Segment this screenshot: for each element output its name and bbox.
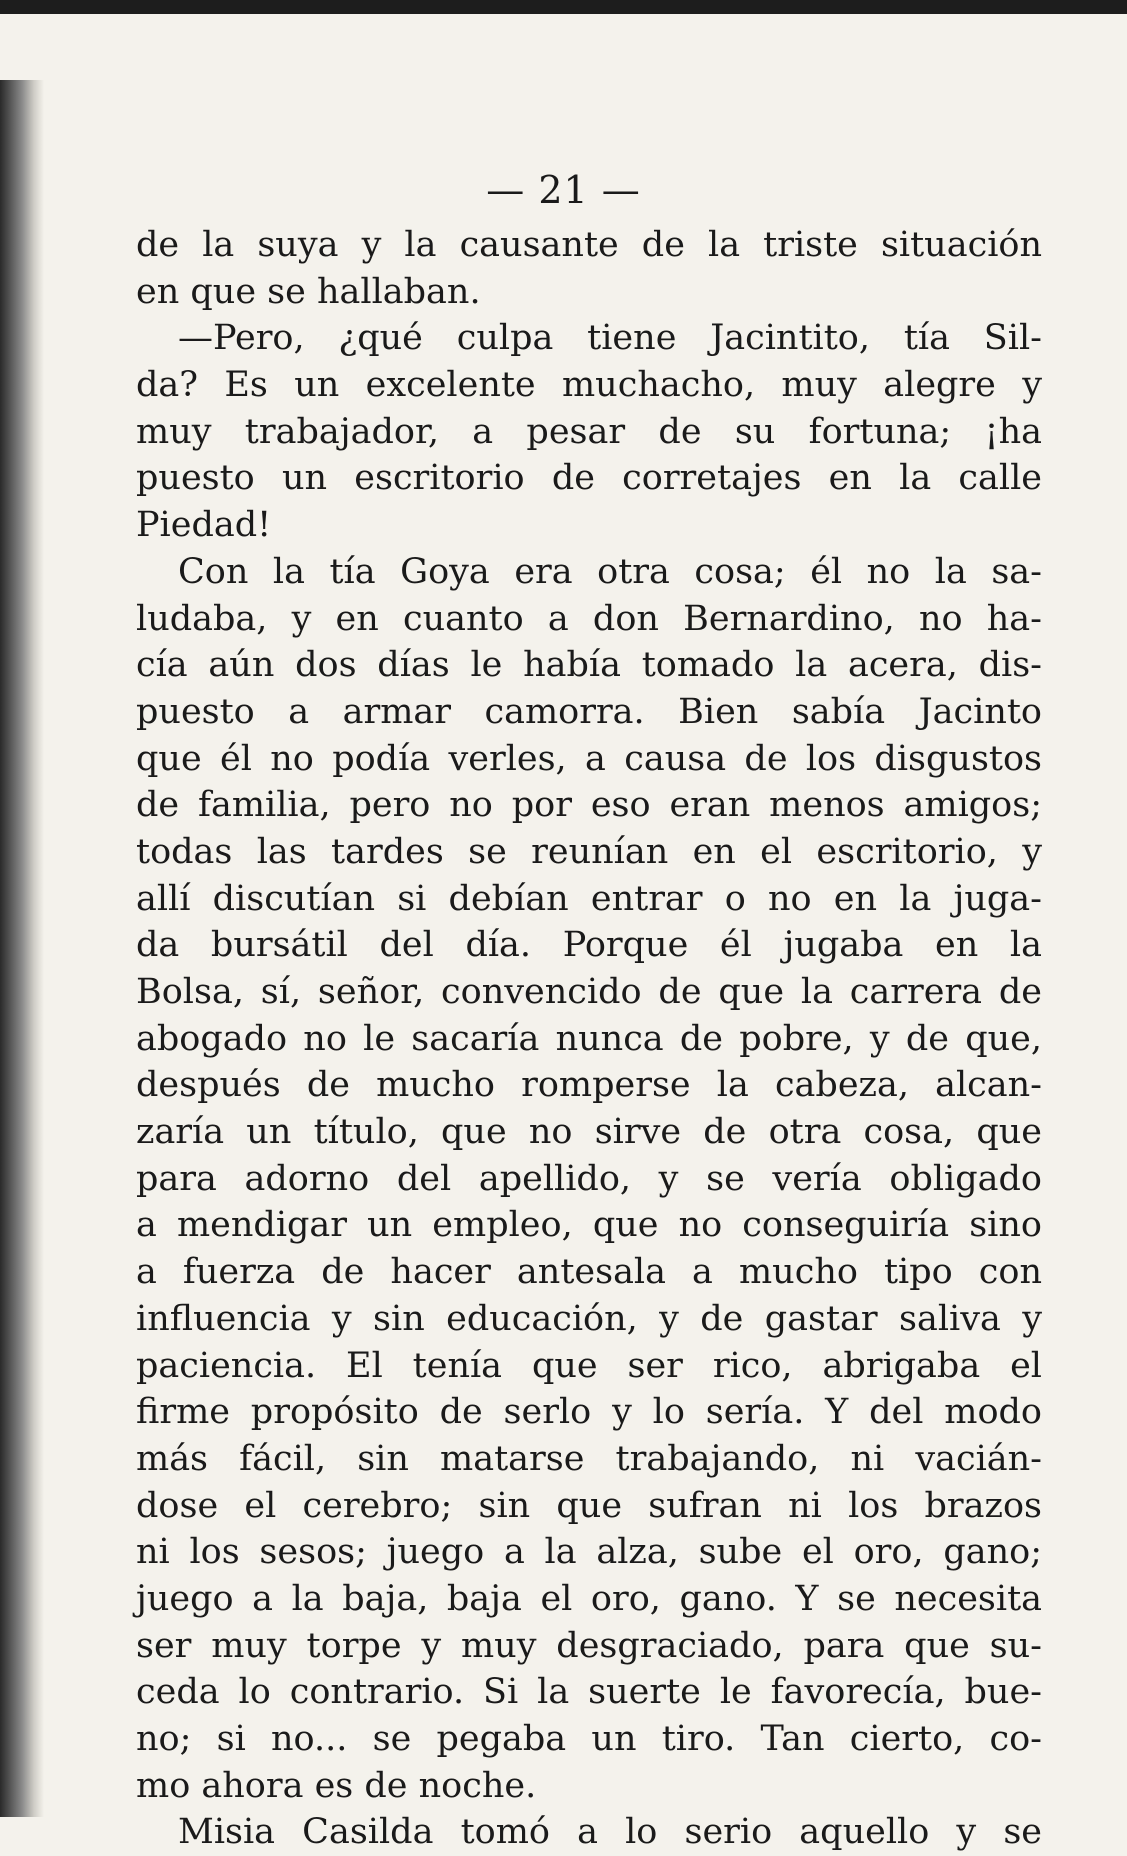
book-spine-shadow <box>0 80 44 1817</box>
text-line: puesto un escritorio de corretajes en la calle <box>136 458 1042 499</box>
text-line: Con la tía Goya era otra cosa; él no la sa- <box>178 551 1042 592</box>
text-line: firme propósito de serlo y lo sería. Y del modo <box>136 1392 1042 1433</box>
text-line: en que se hallaban. <box>136 271 481 312</box>
text-line: a mendigar un empleo, que no conseguiría sino <box>136 1205 1042 1246</box>
text-line: Piedad! <box>136 505 272 546</box>
text-line: ser muy torpe y muy desgraciado, para que su- <box>136 1625 1042 1666</box>
page-number: — 21 — <box>486 168 641 212</box>
text-line: ni los sesos; juego a la alza, sube el oro, gano; <box>136 1532 1042 1573</box>
text-line: que él no podía verles, a causa de los disgustos <box>136 738 1042 779</box>
text-line: ludaba, y en cuanto a don Bernardino, no ha- <box>136 598 1042 639</box>
text-line: zaría un título, que no sirve de otra cosa, que <box>136 1112 1042 1153</box>
text-line: juego a la baja, baja el oro, gano. Y se necesita <box>136 1578 1042 1619</box>
text-line: para adorno del apellido, y se vería obligado <box>136 1158 1042 1199</box>
text-line: a fuerza de hacer antesala a mucho tipo con <box>136 1252 1042 1293</box>
text-line: cía aún dos días le había tomado la acera, dis- <box>136 645 1042 686</box>
text-line: da? Es un excelente muchacho, muy alegre y <box>136 365 1042 406</box>
text-line: puesto a armar camorra. Bien sabía Jacinto <box>136 691 1042 732</box>
scan-top-edge <box>0 0 1127 14</box>
text-line: dose el cerebro; sin que sufran ni los brazos <box>136 1485 1042 1526</box>
text-line: ceda lo contrario. Si la suerte le favorecía, bue- <box>136 1672 1042 1713</box>
text-line: todas las tardes se reunían en el escritorio, y <box>136 831 1042 872</box>
text-line: paciencia. El tenía que ser rico, abrigaba el <box>136 1345 1042 1386</box>
text-line: Bolsa, sí, señor, convencido de que la carrera de <box>136 972 1042 1012</box>
text-line: mo ahora es de noche. <box>136 1765 537 1806</box>
text-line: abogado no le sacaría nunca de pobre, y de que, <box>136 1018 1042 1059</box>
text-line: Misia Casilda tomó a lo serio aquello y se <box>178 1812 1042 1853</box>
text-line: no; si no... se pegaba un tiro. Tan cierto, co- <box>136 1719 1042 1759</box>
text-line: muy trabajador, a pesar de su fortuna; ¡ha <box>136 411 1042 452</box>
text-line: influencia y sin educación, y de gastar saliva y <box>136 1298 1042 1339</box>
text-line: de familia, pero no por eso eran menos amigos; <box>136 785 1042 826</box>
text-line: da bursátil del día. Porque él jugaba en la <box>136 925 1042 966</box>
text-line: más fácil, sin matarse trabajando, ni vacián- <box>136 1438 1042 1479</box>
text-line: de la suya y la causante de la triste situación <box>136 225 1042 265</box>
text-line: allí discutían si debían entrar o no en la juga- <box>136 878 1042 919</box>
text-line: después de mucho romperse la cabeza, alcan- <box>136 1065 1042 1106</box>
text-line: —Pero, ¿qué culpa tiene Jacintito, tía Sil- <box>178 318 1042 359</box>
body-text <box>136 222 1042 1856</box>
